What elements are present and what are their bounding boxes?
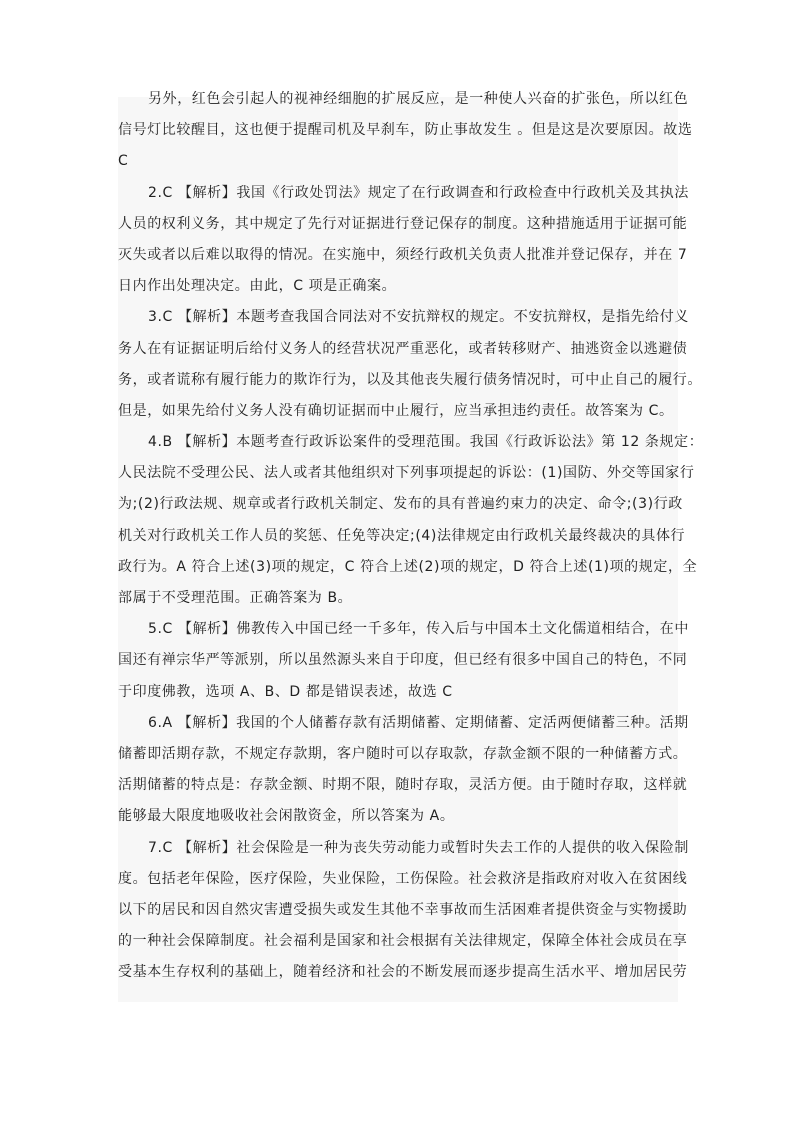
paragraph-line: 人员的权利义务，其中规定了先行对证据进行登记保存的制度。这种措施适用于证据可能 xyxy=(118,215,688,232)
paragraph-line: 务人在有证据证明后给付义务人的经营状况严重恶化，或者转移财产、抽逃资金以逃避债 xyxy=(118,340,688,357)
paragraph xyxy=(118,84,693,178)
paragraph xyxy=(118,178,688,303)
paragraph-line: 部属于不受理范围。正确答案为 B。 xyxy=(118,590,353,606)
paragraph-line: 度。包括老年保险，医疗保险，失业保险，工伤保险。社会救济是指政府对收入在贫困线 xyxy=(118,870,688,887)
paragraph-first-line: 2.C 【解析】我国《行政处罚法》规定了在行政调查和行政检查中行政机关及其执法 xyxy=(148,184,689,201)
document-body xyxy=(118,91,704,988)
paragraph-line: 储蓄即活期存款，不规定存款期，客户随时可以存取款，存款金额不限的一种储蓄方式。 xyxy=(118,745,688,762)
paragraph-line: 务，或者谎称有履行能力的欺诈行为，以及其他丧失履行债务情况时，可中止自己的履行。 xyxy=(118,371,702,388)
paragraph-line: 政行为。A 符合上述(3)项的规定，C 符合上述(2)项的规定，D 符合上述(1)项的规定，全 xyxy=(118,558,698,575)
paragraph-first-line: 3.C 【解析】本题考查我国合同法对不安抗辩权的规定。不安抗辩权，是指先给付义 xyxy=(148,309,689,326)
paragraph-first-line: 7.C 【解析】社会保险是一种为丧失劳动能力或暂时失去工作的人提供的收入保险制 xyxy=(148,839,689,856)
paragraph-line: C xyxy=(118,153,129,170)
paragraph-line: 人民法院不受理公民、法人或者其他组织对下列事项提起的诉讼：(1)国防、外交等国家行 xyxy=(118,465,695,482)
paragraph-line: 日内作出处理决定。由此，C 项是正确案。 xyxy=(118,278,397,295)
paragraph-first-line: 4.B 【解析】本题考查行政诉讼案件的受理范围。我国《行政诉讼法》第 12 条规定： xyxy=(148,434,704,451)
paragraph-line: 于印度佛教，选项 A、B、D 都是错误表述，故选 C xyxy=(118,683,453,700)
paragraph-line: 受基本生存权利的基础上，随着经济和社会的不断发展而逐步提高生活水平、增加居民劳 xyxy=(118,964,688,981)
paragraph-line: 为;(2)行政法规、规章或者行政机关制定、发布的具有普遍约束力的决定、命令;(3)行政 xyxy=(118,496,683,513)
paragraph-line: 活期储蓄的特点是：存款金额、时期不限，随时存取，灵活方便。由于随时存取，这样就 xyxy=(118,777,688,794)
paragraph-line: 机关对行政机关工作人员的奖惩、任免等决定;(4)法律规定由行政机关最终裁决的具体行 xyxy=(118,527,686,544)
paragraph xyxy=(118,833,688,989)
paragraph xyxy=(118,614,688,708)
paragraph xyxy=(118,427,704,614)
paragraph-line: 能够最大限度地吸收社会闲散资金，所以答案为 A。 xyxy=(118,808,455,825)
paragraph-first-line: 6.A 【解析】我国的个人储蓄存款有活期储蓄、定期储蓄、定活两便储蓄三种。活期 xyxy=(148,714,689,731)
paragraph-first-line: 另外，红色会引起人的视神经细胞的扩展反应，是一种使人兴奋的扩张色，所以红色 xyxy=(148,91,689,107)
paragraph-line: 信号灯比较醒目，这也便于提醒司机及早刹车，防止事故发生 。但是这是次要原因。故选 xyxy=(118,122,693,139)
paragraph-line: 国还有禅宗华严等派别，所以虽然源头来自于印度，但已经有很多中国自己的特色，不同 xyxy=(118,652,688,669)
paragraph-line: 灭失或者以后难以取得的情况。在实施中，须经行政机关负责人批准并登记保存，并在 7 xyxy=(118,246,688,263)
paragraph xyxy=(118,708,688,833)
paragraph-first-line: 5.C 【解析】佛教传入中国已经一千多年，传入后与中国本土文化儒道相结合，在中 xyxy=(148,621,689,638)
paragraph xyxy=(118,302,702,427)
paragraph-line: 的一种社会保障制度。社会福利是国家和社会根据有关法律规定，保障全体社会成员在享 xyxy=(118,933,688,950)
paragraph-line: 以下的居民和因自然灾害遭受损失或发生其他不幸事故而生活困难者提供资金与实物援助 xyxy=(118,901,688,918)
paragraph-line: 但是，如果先给付义务人没有确切证据而中止履行，应当承担违约责任。故答案为 C。 xyxy=(118,402,674,419)
